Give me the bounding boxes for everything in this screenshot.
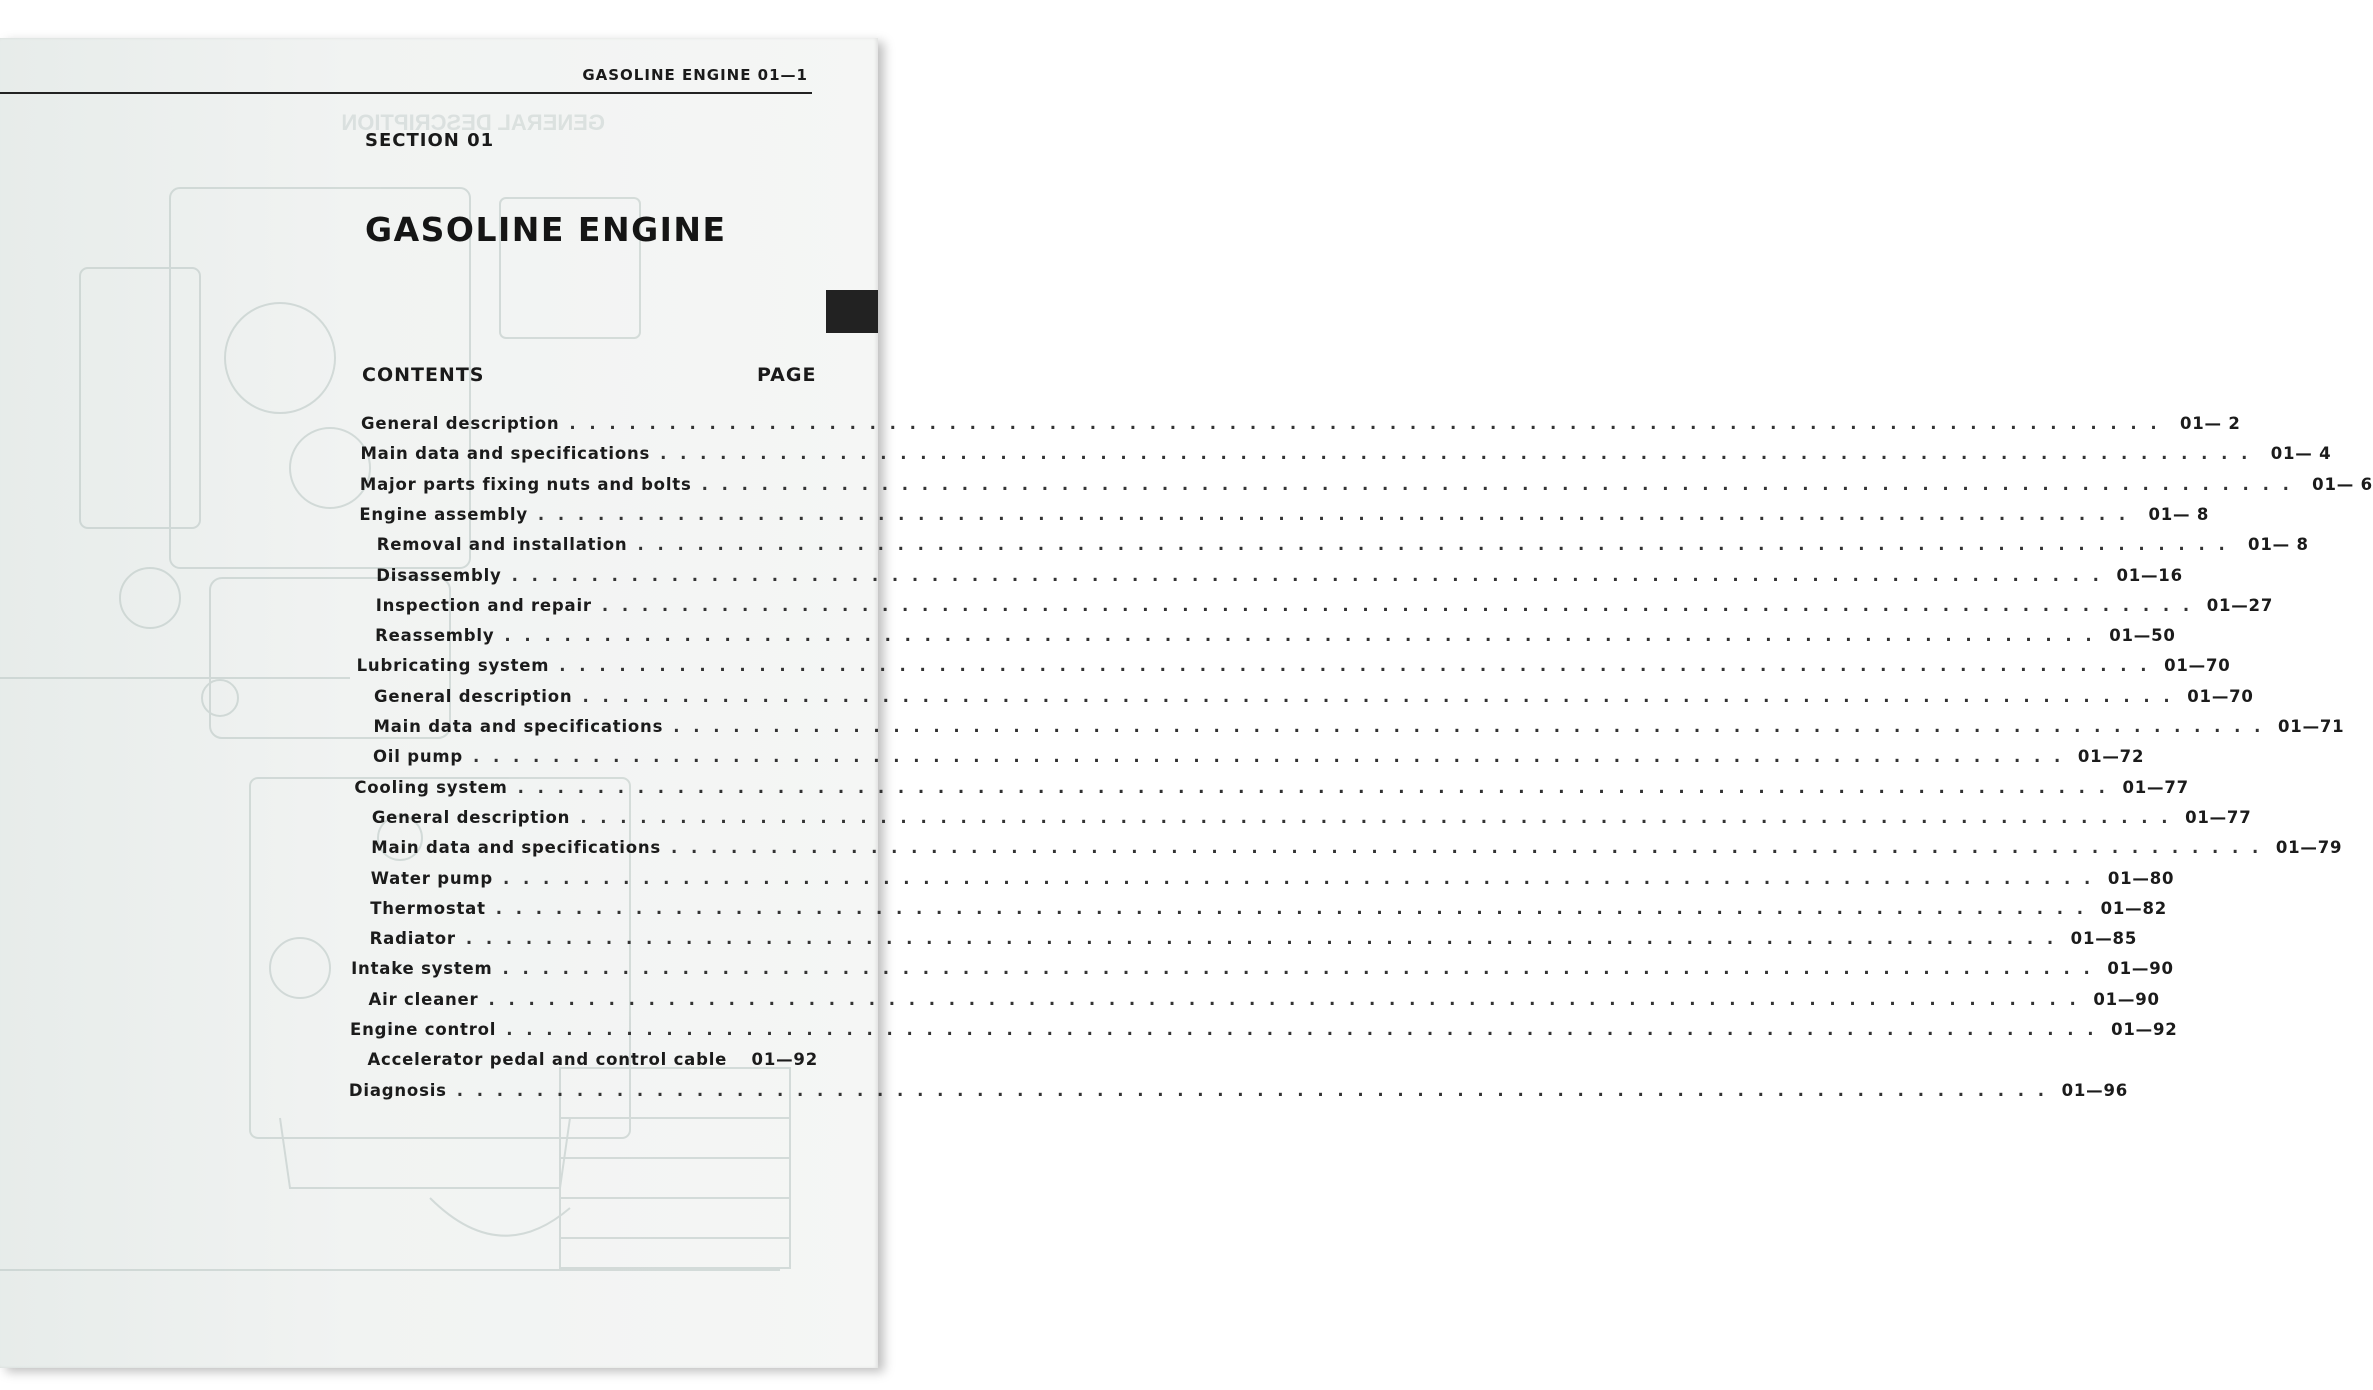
toc-leader-dots: . . . . . . . . . . . . . . . . . . . . . . . . . . . . . . . . . . . . . . . . . . . . . . . . . . . . . . . . . . . . . . . . . . . . . . . . . . . . . . . . (580, 807, 2172, 827)
toc-entry-label: General description (361, 414, 560, 433)
toc-entry (375, 595, 2274, 620)
toc-entry-page: 01—72 (2077, 747, 2145, 767)
toc-entry-label: General description (371, 807, 571, 827)
running-head: GASOLINE ENGINE 01—1 (582, 66, 808, 84)
toc-entry-page: 01— 6 (2312, 474, 2373, 494)
page-column-heading: PAGE (757, 364, 817, 386)
toc-leader-dots: . . . . . . . . . . . . . . . . . . . . . . . . . . . . . . . . . . . . . . . . . . . . . . . . . . . . . . . . . . . . . . . . . . . . . . . . . . . . . . . . (673, 717, 2265, 736)
toc-entry-page: 01—92 (751, 1050, 818, 1070)
toc-leader-dots: . . . . . . . . . . . . . . . . . . . . . . . . . . . . . . . . . . . . . . . . . . . . . . . . . . . . . . . . . . . . . . . . . . . . . . . . . . . . . . . . (637, 535, 2229, 555)
toc-entry (371, 807, 2252, 832)
toc-entry (376, 535, 2309, 559)
toc-entry-label: Air cleaner (368, 989, 479, 1009)
toc-entry-label: Removal and installation (376, 535, 628, 555)
toc-entry-label: Intake system (351, 959, 493, 979)
toc-entry (370, 898, 2168, 923)
contents-heading: CONTENTS (362, 364, 485, 386)
toc-entry-page: 01—77 (2122, 777, 2189, 797)
section-label: SECTION 01 (365, 130, 495, 151)
toc-entry (372, 747, 2145, 771)
toc-leader-dots: . . . . . . . . . . . . . . . . . . . . . . . . . . . . . . . . . . . . . . . . . . . . . . . . . . . . . . . . . . . . . . . . . . . . . . . . . . . . . . . . (660, 444, 2252, 464)
toc-leader-dots: . . . . . . . . . . . . . . . . . . . . . . . . . . . . . . . . . . . . . . . . . . . . . . . . . . . . . . . . . . . . . . . . . . . . . . . . . . . . . . . . (671, 838, 2263, 858)
toc-entry (370, 868, 2175, 893)
toc-leader-dots (737, 1050, 738, 1069)
svg-text:GENERAL DESCRIPTION: GENERAL DESCRIPTION (341, 110, 605, 135)
toc-entry-page: 01—71 (2278, 717, 2345, 736)
toc-entry-page: 01—85 (2070, 929, 2138, 949)
toc-entry-page: 01—90 (2093, 989, 2160, 1009)
toc-leader-dots: . . . . . . . . . . . . . . . . . . . . . . . . . . . . . . . . . . . . . . . . . . . . . . . . . . . . . . . . . . . . . . . . . . . . . . . . . . . . . . . . (517, 777, 2109, 797)
toc-entry-page: 01—92 (2111, 1020, 2178, 1039)
toc-entry (350, 1020, 2178, 1044)
toc-entry-label: Engine control (350, 1020, 497, 1039)
page-title: GASOLINE ENGINE (365, 210, 727, 249)
toc-leader-dots: . . . . . . . . . . . . . . . . . . . . . . . . . . . . . . . . . . . . . . . . . . . . . . . . . . . . . . . . . . . . . . . . . . . . . . . . . . . . . . . . (504, 626, 2096, 646)
manual-page (0, 38, 2373, 1368)
toc-leader-dots: . . . . . . . . . . . . . . . . . . . . . . . . . . . . . . . . . . . . . . . . . . . . . . . . . . . . . . . . . . . . . . . . . . . . . . . . . . . . . . . . (502, 959, 2094, 979)
toc-leader-dots: . . . . . . . . . . . . . . . . . . . . . . . . . . . . . . . . . . . . . . . . . . . . . . . . . . . . . . . . . . . . . . . . . . . . . . . . . . . . . . . . (465, 929, 2058, 949)
toc-leader-dots: . . . . . . . . . . . . . . . . . . . . . . . . . . . . . . . . . . . . . . . . . . . . . . . . . . . . . . . . . . . . . . . . . . . . . . . . . . . . . . . . (503, 868, 2095, 888)
toc-entry-label: Lubricating system (356, 656, 550, 676)
toc-entry-label: Major parts fixing nuts and bolts (359, 474, 692, 494)
toc-entry (374, 686, 2254, 711)
toc-entry-page: 01—70 (2187, 686, 2254, 706)
toc-entry-page: 01— 2 (2179, 414, 2241, 433)
toc-entry-label: Oil pump (372, 747, 463, 767)
toc-entry-page: 01—27 (2206, 595, 2274, 615)
toc-entry (348, 1080, 2129, 1105)
toc-entry-page: 01—16 (2116, 565, 2183, 585)
toc-entry-label: Inspection and repair (375, 595, 592, 615)
toc-entry-page: 01—96 (2061, 1080, 2129, 1100)
toc-leader-dots: . . . . . . . . . . . . . . . . . . . . . . . . . . . . . . . . . . . . . . . . . . . . . . . . . . . . . . . . . . . . . . . . . . . . . . . . . . . . . . . . (456, 1080, 2049, 1100)
toc-leader-dots: . . . . . . . . . . . . . . . . . . . . . . . . . . . . . . . . . . . . . . . . . . . . . . . . . . . . . . . . . . . . . . . . . . . . . . . . . . . . . . . . (488, 989, 2080, 1009)
toc-leader-dots: . . . . . . . . . . . . . . . . . . . . . . . . . . . . . . . . . . . . . . . . . . . . . . . . . . . . . . . . . . . . . . . . . . . . . . . . . . . . . . . . (601, 595, 2194, 615)
toc-entry (373, 717, 2345, 741)
toc-entry-page: 01—50 (2109, 626, 2176, 646)
toc-entry (369, 929, 2138, 953)
toc-entry-page: 01—82 (2100, 898, 2168, 918)
toc-leader-dots: . . . . . . . . . . . . . . . . . . . . . . . . . . . . . . . . . . . . . . . . . . . . . . . . . . . . . . . . . . . . . . . . . . . . . . . . . . . . . . . . (506, 1020, 2098, 1039)
toc-entry-page: 01—77 (2185, 807, 2252, 827)
toc-entry (376, 565, 2183, 590)
toc-leader-dots: . . . . . . . . . . . . . . . . . . . . . . . . . . . . . . . . . . . . . . . . . . . . . . . . . . . . . . . . . . . . . . . . . . . . . . . . . . . . . . . . (701, 474, 2293, 494)
toc-entry (359, 474, 2373, 499)
toc-entry-page: 01— 8 (2248, 535, 2309, 555)
toc-entry (354, 777, 2189, 802)
toc-entry (371, 838, 2343, 862)
toc-leader-dots: . . . . . . . . . . . . . . . . . . . . . . . . . . . . . . . . . . . . . . . . . . . . . . . . . . . . . . . . . . . . . . . . . . . . . . . . . . . . . . . . (495, 898, 2088, 918)
toc-entry-label: Main data and specifications (371, 838, 661, 858)
toc-entry-label: Accelerator pedal and control cable (367, 1050, 728, 1070)
toc-entry (359, 504, 2210, 529)
toc-entry-label: Reassembly (375, 626, 495, 646)
toc-entry-label: Disassembly (376, 565, 502, 585)
toc-leader-dots: . . . . . . . . . . . . . . . . . . . . . . . . . . . . . . . . . . . . . . . . . . . . . . . . . . . . . . . . . . . . . . . . . . . . . . . . . . . . . . . . (511, 565, 2103, 585)
toc-entry-label: Thermostat (370, 898, 486, 918)
toc-entry (367, 1050, 818, 1074)
toc-entry-page: 01—70 (2164, 656, 2231, 676)
toc-entry-label: Water pump (370, 868, 494, 888)
toc-entry (375, 626, 2176, 650)
toc-entry-label: General description (374, 686, 573, 706)
toc-entry (360, 444, 2332, 468)
toc-entry (356, 656, 2231, 680)
toc-entry-page: 01—90 (2107, 959, 2174, 979)
toc-leader-dots: . . . . . . . . . . . . . . . . . . . . . . . . . . . . . . . . . . . . . . . . . . . . . . . . . . . . . . . . . . . . . . . . . . . . . . . . . . . . . . . . (537, 504, 2130, 524)
toc-entry (361, 414, 2241, 438)
toc-leader-dots: . . . . . . . . . . . . . . . . . . . . . . . . . . . . . . . . . . . . . . . . . . . . . . . . . . . . . . . . . . . . . . . . . . . . . . . . . . . . . . . . (472, 747, 2065, 767)
toc-entry-label: Diagnosis (348, 1080, 447, 1100)
toc-entry-page: 01— 4 (2270, 444, 2332, 464)
toc-entry (368, 989, 2160, 1014)
toc-entry-page: 01— 8 (2148, 504, 2210, 524)
toc-leader-dots: . . . . . . . . . . . . . . . . . . . . . . . . . . . . . . . . . . . . . . . . . . . . . . . . . . . . . . . . . . . . . . . . . . . . . . . . . . . . . . . . (582, 686, 2174, 706)
toc-leader-dots: . . . . . . . . . . . . . . . . . . . . . . . . . . . . . . . . . . . . . . . . . . . . . . . . . . . . . . . . . . . . . . . . . . . . . . . . . . . . . . . . (559, 656, 2151, 676)
toc-entry-label: Engine assembly (359, 504, 528, 524)
toc-leader-dots: . . . . . . . . . . . . . . . . . . . . . . . . . . . . . . . . . . . . . . . . . . . . . . . . . . . . . . . . . . . . . . . . . . . . . . . . . . . . . . . . (569, 414, 2161, 433)
table-of-contents (0, 38, 2373, 1368)
toc-entry-label: Main data and specifications (360, 444, 651, 464)
toc-entry-page: 01—79 (2275, 838, 2343, 858)
toc-entry-label: Radiator (369, 929, 456, 949)
toc-entry (351, 959, 2174, 983)
toc-entry-label: Cooling system (354, 777, 508, 797)
toc-entry-page: 01—80 (2107, 868, 2175, 888)
toc-entry-label: Main data and specifications (373, 717, 664, 736)
